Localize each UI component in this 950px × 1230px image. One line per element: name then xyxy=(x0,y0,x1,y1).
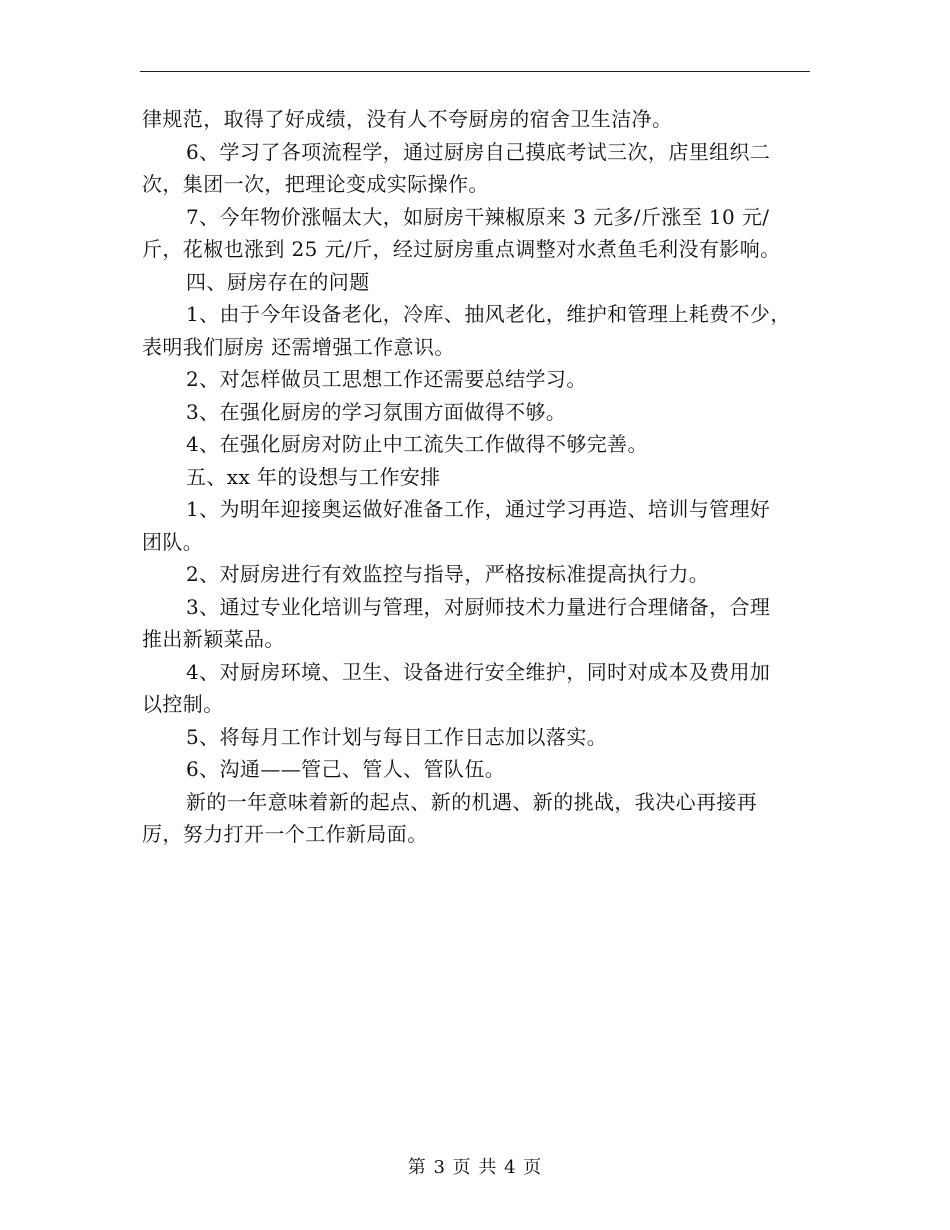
text-line: 斤，花椒也涨到 25 元/斤，经过厨房重点调整对水煮鱼毛利没有影响。 xyxy=(142,237,781,261)
page-number-footer: 第 3 页 共 4 页 xyxy=(407,1157,543,1178)
section-heading: 五、xx 年的设想与工作安排 xyxy=(186,464,441,489)
text-line: 以控制。 xyxy=(142,692,224,716)
text-line: 6、沟通——管己、管人、管队伍。 xyxy=(186,757,506,781)
text-line: 5、将每月工作计划与每日工作日志加以落实。 xyxy=(186,724,608,749)
text-line: 厉，努力打开一个工作新局面。 xyxy=(142,822,428,846)
text-line: 次，集团一次，把理论变成实际操作。 xyxy=(142,172,489,196)
text-line: 团队。 xyxy=(142,529,204,554)
text-line: 1、由于今年设备老化，冷库、抽风老化，维护和管理上耗费不少， xyxy=(186,302,791,326)
text-line: 推出新颖菜品。 xyxy=(142,627,285,651)
body-text xyxy=(142,103,810,851)
text-line: 表明我们厨房 还需增强工作意识。 xyxy=(142,334,455,359)
section-heading: 四、厨房存在的问题 xyxy=(186,269,370,294)
header-rule xyxy=(140,71,810,72)
text-line: 律规范，取得了好成绩，没有人不夸厨房的宿舍卫生洁净。 xyxy=(142,107,673,131)
text-line: 3、通过专业化培训与管理，对厨师技术力量进行合理储备，合理 xyxy=(186,594,771,619)
text-line: 4、对厨房环境、卫生、设备进行安全维护，同时对成本及费用加 xyxy=(186,659,771,684)
text-line: 3、在强化厨房的学习氛围方面做得不够。 xyxy=(186,399,567,424)
text-line: 7、今年物价涨幅太大，如厨房干辣椒原来 3 元多/斤涨至 10 元/ xyxy=(186,204,770,229)
text-line: 新的一年意味着新的起点、新的机遇、新的挑战，我决心再接再 xyxy=(186,789,758,814)
text-line: 4、在强化厨房对防止中工流失工作做得不够完善。 xyxy=(186,432,648,456)
text-line: 1、为明年迎接奥运做好准备工作，通过学习再造、培训与管理好 xyxy=(186,497,771,521)
text-line: 2、对厨房进行有效监控与指导，严格按标准提高执行力。 xyxy=(186,562,710,586)
text-line: 6、学习了各项流程学，通过厨房自己摸底考试三次，店里组织二 xyxy=(186,139,771,164)
text-line: 2、对怎样做员工思想工作还需要总结学习。 xyxy=(186,367,587,391)
